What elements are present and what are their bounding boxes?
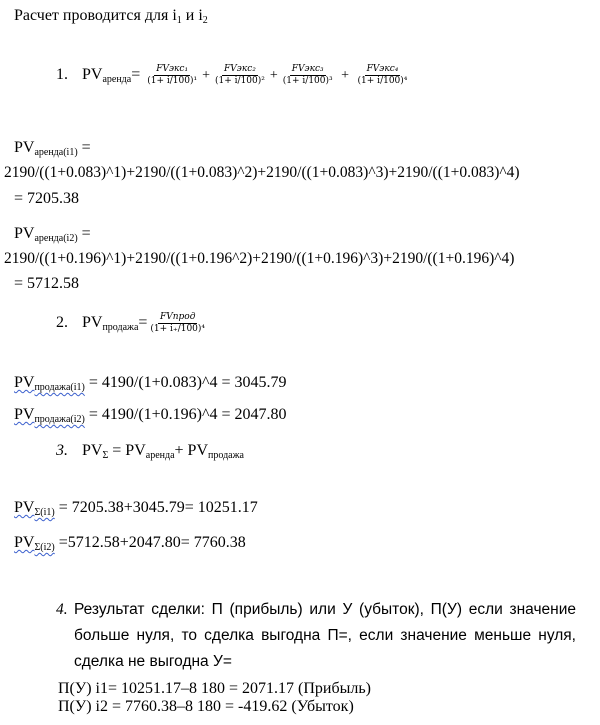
header-i1-sub: 1 xyxy=(176,15,182,26)
step1-term-4: $\frac{\text{FVэкс₄}}{\text{(1+ i/100)⁴}}$ xyxy=(357,64,408,86)
step2-fraction: $\frac{\text{FVпрод}}{\text{(1+ i₊/100)⁴}}$ xyxy=(150,312,206,334)
pv-arenda-i1-label: PVаренда(i1) = xyxy=(14,139,91,158)
pv-sum-i1: PVΣ(i1) = 7205.38+3045.79= 10251.17 xyxy=(14,499,258,518)
header-i2: i xyxy=(198,7,203,24)
step1-term-1: $\frac{\text{FVэкс₁}}{\text{(1+ i/100)¹}}$ xyxy=(147,64,198,86)
pv-arenda-i2-result: = 5712.58 xyxy=(14,275,80,292)
step1-lhs: PV xyxy=(82,66,103,84)
step2-number: 2. xyxy=(56,314,68,332)
result-i2: П(У) i2 = 7760.38–8 180 = -419.62 (Убыток) xyxy=(58,698,354,715)
header-i1: i xyxy=(172,7,177,24)
step1-term-3: $\frac{\text{FVэкс₃}}{\text{(1+ i/100)³}}$ xyxy=(282,64,333,86)
step3-number: 3. xyxy=(56,442,68,459)
step1-formula: 1. PVаренда= $\frac{\text{FVэкс₁}}{\text{(1+ i/100)¹}}$ + $\frac{\text{FVэкс₂}}{\text{(1+ i/100)²}}$ + $\frac{\text{FVэкс₃}}{\text{(1+ i/100)³}}$ + $\frac{\text{FVэкс₄}}{\text{(1+ i/100)⁴}}$ xyxy=(56,64,408,86)
pv-sale-i1: PVпродажа(i1) = 4190/(1+0.083)^4 = 3045.79 xyxy=(14,374,287,393)
step3-formula: 3. PVΣ = PVаренда+ PVпродажа xyxy=(56,442,244,461)
step1-term-2: $\frac{\text{FVэкс₂}}{\text{(1+ i/100)²}}$ xyxy=(215,64,265,86)
result-i1: П(У) i1= 10251.17–8 180 = 2071.17 (Прибыль) xyxy=(58,680,371,697)
step4-text: Результат сделки: П (прибыль) или У (убыток), П(У) если значение больше нуля, то сделка выгодна П=, если значение меньше нуля, сделка не выгодна У= xyxy=(74,601,576,670)
step1-eq: = xyxy=(131,66,141,84)
header-i2-sub: 2 xyxy=(202,15,208,26)
header-mid: и xyxy=(181,7,199,24)
pv-arenda-i2-label: PVаренда(i2) = xyxy=(14,225,91,244)
pv-sum-i2: PVΣ(i2) =5712.58+2047.80= 7760.38 xyxy=(14,534,246,553)
header-line xyxy=(14,6,208,28)
step1-lhs-sub: аренда xyxy=(102,74,132,86)
pv-sale-i2: PVпродажа(i2) = 4190/(1+0.196)^4 = 2047.80 xyxy=(14,406,287,425)
step4-paragraph xyxy=(56,597,576,675)
step1-number: 1. xyxy=(56,66,68,84)
header-text: Расчет проводится для xyxy=(14,7,173,24)
pv-arenda-i2-formula: 2190/((1+0.196)^1)+2190/((1+0.196^2)+2190/((1+0.196)^3)+2190/((1+0.196)^4) xyxy=(4,250,515,267)
pv-arenda-i1-result: = 7205.38 xyxy=(14,190,80,207)
pv-arenda-i1-formula: 2190/((1+0.083)^1)+2190/((1+0.083)^2)+2190/((1+0.083)^3)+2190/((1+0.083)^4) xyxy=(4,164,520,181)
step2-formula: 2. PVпродажа= $\frac{\text{FVпрод}}{\text{(1+ i₊/100)⁴}}$ xyxy=(56,312,206,334)
step4-number: 4. xyxy=(56,601,68,618)
